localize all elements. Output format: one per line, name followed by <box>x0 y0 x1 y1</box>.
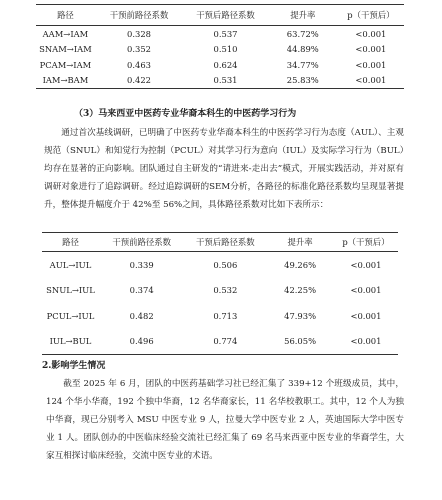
cell-before: 0.374 <box>129 285 154 296</box>
cell-path: IUL→BUL <box>49 336 92 347</box>
cell-increase: 63.72% <box>286 28 319 39</box>
path-coefficient-table-1 <box>36 4 404 89</box>
cell-p-value: <0.001 <box>355 75 387 86</box>
table-row <box>36 26 404 42</box>
header-before: 干预前路径系数 <box>109 10 169 20</box>
table-row <box>42 278 398 304</box>
cell-before: 0.328 <box>127 28 152 39</box>
cell-path: SNUL→IUL <box>46 285 95 296</box>
cell-increase: 47.93% <box>284 310 317 321</box>
cell-before: 0.482 <box>129 310 154 321</box>
cell-after: 0.713 <box>213 310 238 321</box>
header-before: 干预前路径系数 <box>112 237 171 247</box>
section-heading-student-impact: 2.影响学生情况 <box>42 361 106 371</box>
cell-path: AAM→IAM <box>42 28 89 39</box>
cell-before: 0.352 <box>127 44 152 55</box>
table-row <box>36 42 404 58</box>
paragraph-text: 截至 2025 年 6 月，团队的中医药基础学习社已经汇集了 339+12 个班级成员，其中，124 个华小华裔，192 个独中华裔，12 名华裔家长，11 名华校教职工。其中，12 个人为独中华裔，现已分别考入 MSU 中医专业 9 人，拉曼大学中医专业 2 人，英迪国际大学中医专业 1 人。团队创办的中医临床经验交流社已经汇集了 69 名马来西亚中医专业的华裔学生，大家互相探讨临床经验，交流中医专业的术语。 <box>46 379 404 462</box>
table-row <box>42 303 398 329</box>
cell-after: 0.774 <box>213 336 238 347</box>
cell-path: SNAM→IAM <box>39 44 92 55</box>
table-header-row <box>42 233 398 252</box>
header-path: 路径 <box>62 237 79 247</box>
table-row <box>36 73 404 89</box>
cell-p-value: <0.001 <box>355 59 387 70</box>
header-after: 干预后路径系数 <box>196 10 255 20</box>
table-row <box>36 57 404 73</box>
header-increase: 提升率 <box>287 237 313 247</box>
cell-p-value: <0.001 <box>355 28 387 39</box>
cell-increase: 49.26% <box>284 259 317 270</box>
table-row <box>42 252 398 278</box>
section-heading-learning-behavior: （3）马来西亚中医药专业华裔本科生的中医药学习行为 <box>74 109 297 119</box>
cell-increase: 34.77% <box>286 59 319 70</box>
cell-after: 0.510 <box>213 44 238 55</box>
cell-before: 0.422 <box>127 75 152 86</box>
cell-path: PCUL→IUL <box>46 310 95 321</box>
paragraph-text: 通过首次基线调研，已明确了中医药专业华裔本科生的中医药学习行为态度（AUL）、主观规范（SNUL）和知觉行为控制（PCUL）对其学习行为意向（IUL）及实际学习行为（BUL）均存在显著的正向影响。团队通过自主研发的“请进来-走出去”模式，开展实践活动，并对原有调研对象进行了追踪调研。经过追踪调研的SEM分析，各路径的标准化路径系数均呈现显著提升，整体提升幅度介于 42%至 56%之间，具体路径系数对比如下表所示： <box>44 128 404 211</box>
cell-path: AUL→IUL <box>49 259 92 270</box>
table-row <box>42 329 398 355</box>
header-p-value: p（干预后） <box>342 237 390 247</box>
cell-before: 0.339 <box>129 259 154 270</box>
cell-p-value: <0.001 <box>355 44 387 55</box>
cell-before: 0.496 <box>129 336 154 347</box>
cell-path: IAM→BAM <box>42 75 89 86</box>
cell-after: 0.537 <box>213 28 238 39</box>
learning-behavior-paragraph <box>44 124 404 214</box>
header-path: 路径 <box>57 10 74 20</box>
table-header-row <box>36 5 404 26</box>
cell-p-value: <0.001 <box>350 310 382 321</box>
cell-increase: 25.83% <box>286 75 319 86</box>
cell-after: 0.506 <box>213 259 238 270</box>
header-increase: 提升率 <box>290 10 316 20</box>
cell-increase: 56.05% <box>284 336 317 347</box>
student-impact-paragraph <box>46 375 404 465</box>
cell-after: 0.624 <box>213 59 238 70</box>
cell-p-value: <0.001 <box>350 259 382 270</box>
header-p-value: p（干预后） <box>347 10 395 20</box>
cell-increase: 42.25% <box>284 285 317 296</box>
cell-increase: 44.89% <box>286 44 319 55</box>
cell-before: 0.463 <box>127 59 152 70</box>
header-after: 干预后路径系数 <box>196 237 255 247</box>
cell-after: 0.532 <box>213 285 238 296</box>
cell-p-value: <0.001 <box>350 285 382 296</box>
cell-p-value: <0.001 <box>350 336 382 347</box>
cell-path: PCAM→IAM <box>39 59 92 70</box>
cell-after: 0.531 <box>213 75 238 86</box>
path-coefficient-table-2 <box>42 232 398 355</box>
